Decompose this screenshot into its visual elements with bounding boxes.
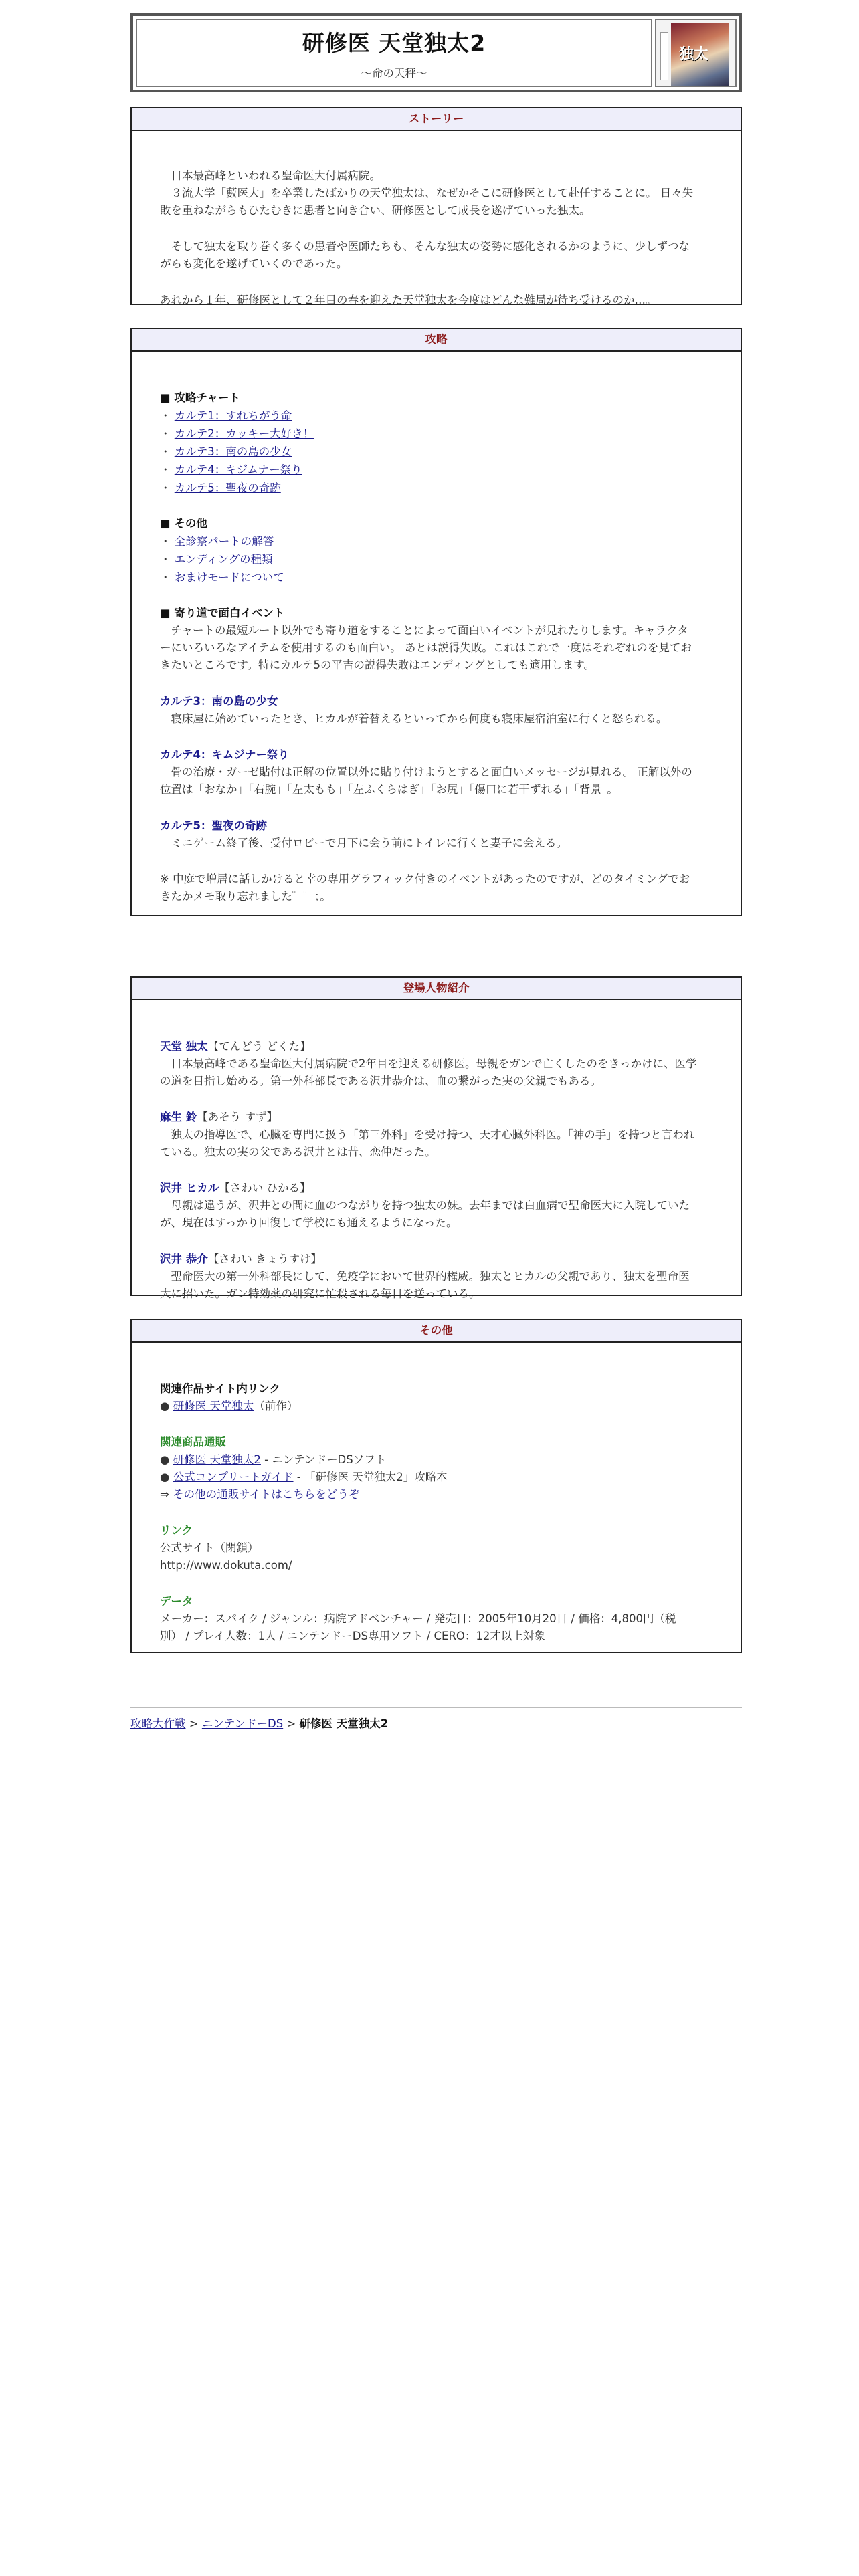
bullet: ・ [160, 571, 171, 584]
story-text: そして独太を取り巻く多くの患者や医師たちも、そんな独太の姿勢に感化されるかのように、少しずつな [160, 240, 690, 253]
story-text: あれから１年、研修医として２年目の春を迎えた天堂独太を今度はどんな難局が待ち受けるのか…。 [160, 294, 657, 306]
link-url: http://www.dokuta.com/ [160, 1559, 292, 1572]
ds-logo-strip [660, 32, 668, 80]
bullet: ・ [160, 463, 171, 476]
other-link-item [160, 552, 273, 567]
link-previous-game[interactable]: 研修医 天堂独太 [173, 1400, 254, 1412]
chart-link-karte3[interactable]: カルテ3：南の島の少女 [174, 445, 292, 458]
karte5-heading: カルテ5：聖夜の奇跡 [160, 819, 267, 832]
character-desc: 日本最高峰である聖命医大付属病院で2年目を迎える研修医。母親をガンで亡くしたのをきっかけに、医学 [160, 1057, 697, 1070]
character-desc: の道を目指し始める。第一外科部長である沢井恭介は、血の繋がった実の父親でもある。 [160, 1075, 601, 1087]
chart-link-karte2[interactable]: カルテ2：カッキー大好き！ [174, 427, 314, 440]
story-heading: ストーリー [132, 108, 741, 131]
karte4-heading: カルテ4：キムジナー祭り [160, 748, 289, 761]
link-heading: リンク [160, 1524, 193, 1537]
chart-link-item [160, 409, 292, 423]
related-item [160, 1399, 298, 1414]
strategy-heading: 攻略 [132, 329, 741, 352]
karte5-text: ミニゲーム終了後、受付ロビーで月下に会う前にトイレに行くと妻子に会える。 [160, 837, 568, 849]
other-heading: その他 [132, 1320, 741, 1343]
detour-text: チャートの最短ルート以外でも寄り道をすることによって面白いイベントが見れたりします。キャラクタ [160, 624, 688, 637]
breadcrumb-separator: > [283, 1717, 300, 1730]
character-name [160, 1039, 311, 1054]
page-subtitle: ～命の天秤～ [361, 66, 427, 80]
breadcrumb-home-link[interactable]: 攻略大作戦 [130, 1717, 186, 1730]
characters-box [130, 976, 742, 1300]
chart-link-item [160, 463, 302, 477]
other-links-heading: ■ その他 [160, 517, 207, 530]
link-shop-guide[interactable]: 公式コンプリートガイド [173, 1471, 294, 1483]
related-suffix: （前作） [254, 1400, 298, 1412]
karte4-text: 骨の治療・ガーゼ貼付は正解の位置以外に貼り付けようとすると面白いメッセージが見れる。 正解以外の [160, 766, 692, 778]
link-shop-game[interactable]: 研修医 天堂独太2 [173, 1453, 261, 1466]
character-desc: ている。独太の実の父である沢井とは昔、恋仲だった。 [160, 1146, 436, 1158]
arrow-icon: ⇒ [160, 1488, 173, 1501]
breadcrumb-ds-link[interactable]: ニンテンドーDS [201, 1717, 284, 1730]
chart-link-item [160, 445, 292, 459]
cover-logo: 独太 [679, 46, 709, 63]
strategy-note: ※ 中庭で増居に話しかけると幸の専用グラフィック付きのイベントがあったのですが、どのタイミングでお [160, 873, 690, 885]
character-name-text: 麻生 鈴 [160, 1111, 197, 1123]
bullet: ・ [160, 445, 171, 458]
chart-link-karte5[interactable]: カルテ5：聖夜の奇跡 [174, 481, 281, 494]
character-desc: 母親は違うが、沢井との間に血のつながりを持つ独太の妹。去年までは白血病で聖命医大に入院していた [160, 1199, 690, 1212]
story-box [130, 107, 742, 305]
bullet: ・ [160, 535, 171, 548]
characters-heading: 登場人物紹介 [132, 978, 741, 1000]
other-box [130, 1319, 742, 1653]
karte4-text: 位置は「おなか」「右腕」「左太もも」「左ふくらはぎ」「お尻」「傷口に若干ずれる」「背景」。 [160, 783, 618, 796]
header-title-area [136, 19, 652, 87]
data-heading: データ [160, 1595, 193, 1608]
shop-suffix: - 「研修医 天堂独太2」攻略本 [293, 1471, 448, 1483]
link-text: 公式サイト（閉鎖） [160, 1541, 259, 1554]
shop-item [160, 1470, 448, 1485]
game-cover-image [655, 19, 737, 87]
bullet-dot: ● [160, 1400, 170, 1412]
chart-link-karte4[interactable]: カルテ4：キジムナー祭り [174, 463, 302, 476]
breadcrumb-current: 研修医 天堂独太2 [299, 1717, 389, 1730]
detour-text: ーにいろいろなアイテムを使用するのも面白い。 あとは説得失敗。これはこれで一度はそれぞれのを見てお [160, 641, 692, 654]
bullet-dot: ● [160, 1453, 170, 1466]
story-text: ３流大学「藪医大」を卒業したばかりの天堂独太は、なぜかそこに研修医として赴任することに。 日々失 [160, 187, 694, 199]
page-title: 研修医 天堂独太2 [302, 29, 486, 56]
bullet: ・ [160, 409, 171, 422]
breadcrumb-separator: > [185, 1717, 202, 1730]
related-heading: 関連作品サイト内リンク [160, 1382, 281, 1395]
link-ending-types[interactable]: エンディングの種類 [174, 553, 273, 566]
karte3-heading: カルテ3：南の島の少女 [160, 695, 278, 708]
link-bonus-mode[interactable]: おまけモードについて [174, 571, 284, 584]
story-text: がらも変化を遂げていくのであった。 [160, 257, 348, 270]
other-link-item [160, 534, 274, 549]
detour-heading: ■ 寄り道で面白イベント [160, 607, 285, 619]
shop-more-item [160, 1487, 359, 1502]
chart-link-item [160, 481, 281, 496]
page-header [130, 13, 742, 92]
chart-heading: ■ 攻略チャート [160, 391, 240, 404]
character-name [160, 1181, 311, 1196]
link-diagnosis-answers[interactable]: 全診察パートの解答 [174, 535, 274, 548]
bullet: ・ [160, 427, 171, 440]
character-desc: が、現在はすっかり回復して学校にも通えるようになった。 [160, 1216, 458, 1229]
data-text: 別） / プレイ人数：1人 / ニンテンドーDS専用ソフト / CERO：12才以上対象 [160, 1630, 545, 1642]
breadcrumb [130, 1715, 388, 1731]
detour-text: きたいところです。特にカルテ5の平吉の説得失敗はエンディングとしても適用します。 [160, 659, 595, 671]
character-name-text: 天堂 独太 [160, 1040, 208, 1053]
chart-link-karte1[interactable]: カルテ1：すれちがう命 [174, 409, 292, 422]
chart-link-item [160, 427, 314, 441]
character-kana: 【てんどう どくた】 [207, 1040, 311, 1053]
bullet-dot: ● [160, 1471, 170, 1483]
bullet: ・ [160, 553, 171, 566]
shop-suffix: - ニンテンドーDSソフト [260, 1453, 387, 1466]
strategy-note: きたかメモ取り忘れました゜゜；。 [160, 890, 331, 903]
data-text: メーカー：スパイク / ジャンル：病院アドベンチャー / 発売日：2005年10月20日 / 価格：4,800円（税 [160, 1612, 676, 1625]
bullet: ・ [160, 481, 171, 494]
character-kana: 【さわい ひかる】 [219, 1182, 311, 1194]
character-desc: 大に招いた。ガン特効薬の研究に忙殺される毎日を送っている。 [160, 1287, 480, 1300]
other-link-item [160, 570, 284, 585]
character-kana: 【あそう すず】 [197, 1111, 278, 1123]
character-name-text: 沢井 恭介 [160, 1253, 208, 1265]
story-text: 敗を重ねながらもひたむきに患者と向き合い、研修医として成長を遂げていった独太。 [160, 204, 591, 217]
character-desc: 独太の指導医で、心臓を専門に扱う「第三外科」を受け持つ、天才心臓外科医。「神の手」を持つと言われ [160, 1128, 695, 1141]
shop-heading: 関連商品通販 [160, 1436, 226, 1448]
shop-item [160, 1453, 386, 1467]
character-desc: 聖命医大の第一外科部長にして、免疫学において世界的権威。独太とヒカルの父親であり、独太を聖命医 [160, 1270, 690, 1283]
character-name [160, 1252, 322, 1267]
character-name [160, 1110, 278, 1125]
strategy-box [130, 328, 742, 916]
link-shop-more[interactable]: その他の通販サイトはこちらをどうぞ [173, 1488, 360, 1501]
character-name-text: 沢井 ヒカル [160, 1182, 219, 1194]
character-kana: 【さわい きょうすけ】 [207, 1253, 322, 1265]
story-text: 日本最高峰といわれる聖命医大付属病院。 [160, 169, 381, 182]
karte3-text: 寝床屋に始めていったとき、ヒカルが着替えるといってから何度も寝床屋宿泊室に行くと怒られる。 [160, 712, 668, 725]
footer-divider [130, 1707, 742, 1708]
